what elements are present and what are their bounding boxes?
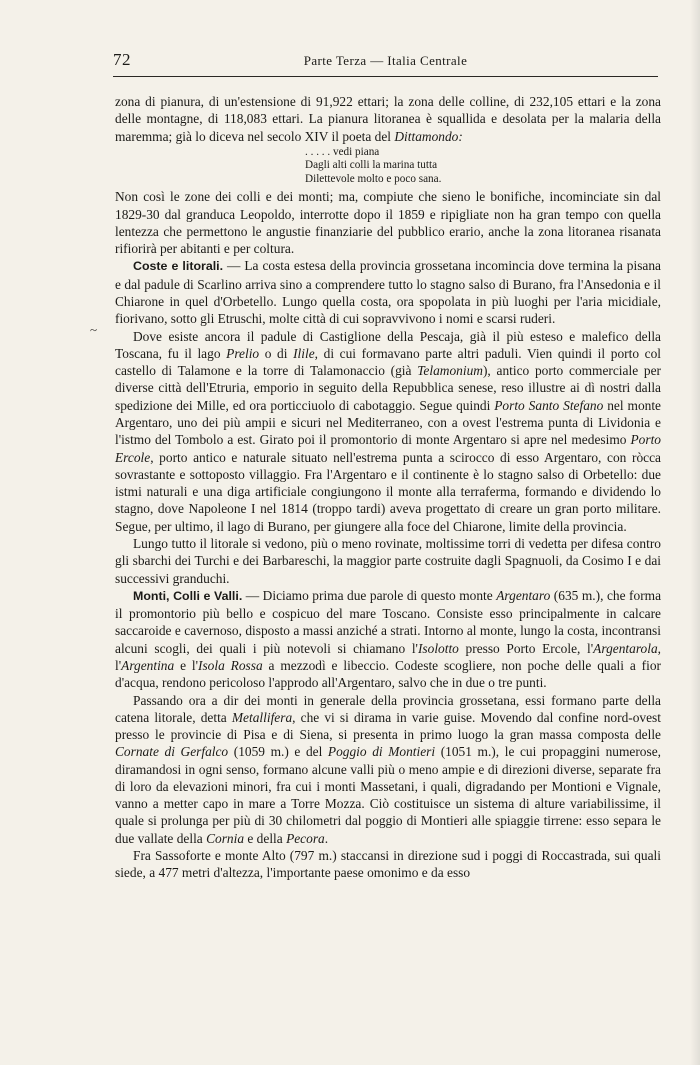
paragraph-8: Fra Sassoforte e monte Alto (797 m.) staccansi in direzione sud i poggi di Roccastrada, sui quali siede, a 477 metri d'altezza, l'importante paese omonimo e da esso (115, 848, 661, 881)
paragraph-1: zona di pianura, di un'estensione di 91,922 ettari; la zona delle colline, di 232,105 ettari e la zona delle montagne, di 118,083 ettari. La pianura litoranea è squallida e desolata per la malaria della maremma; già lo diceva nel secolo XIV il poeta del Dittamondo: (115, 94, 661, 144)
verse-line: . . . . . vedi piana (305, 145, 380, 158)
running-title: Parte Terza — Italia Centrale (303, 53, 468, 68)
paragraph-2: Non così le zone dei colli e dei monti; ma, compiute che sieno le bonifiche, incominciate sin dal 1829-30 dal granduca Leopoldo, interrotte dopo il 1859 e ripigliate non ha gran tempo con quella lentezza che permettono le angustie finanziarie del pubblico erario, anche la zona litoranea risanata rifiorirà per abitanti e per coltura. (115, 189, 661, 257)
paragraph-coste: Coste e litorali. — La costa estesa della provincia grossetana incomincia dove termina la pisana e dal padule di Scarlino arriva sino a comprendere tutto lo stagno salso di Burano, fra l'Ansedonia e il Chiarone in quel d'Orbetello. Lungo quella costa, ora spopolata in più luoghi per l'aria micidiale, fiorivano, sotto gli Etruschi, molte città di cui sopravvivono i nomi e scarsi ruderi. (115, 258, 662, 327)
verse-line: Dagli alti colli la marina tutta (305, 159, 438, 172)
page-number: 72 (113, 50, 131, 69)
page-edge-shadow (690, 0, 700, 1065)
page-header (113, 50, 658, 74)
italic-title: Dittamondo: (394, 128, 463, 144)
section-heading: Monti, Colli e Valli. (133, 588, 243, 603)
margin-mark: ~ (90, 322, 98, 337)
paragraph-4: Dove esiste ancora il padule di Castiglione della Pescaja, già il più esteso e malefico della Toscana, fu il lago Prelio o di Ilile, di cui formavano parte altri paduli. Vien quindi il porto col castello di Talamone e la torre di Talamonaccio (già Telamonium), antico porto commerciale per diverse città dell'Etruria, emporio in seguito della Repubblica senese, reso illustre ai dì nostri dalla spedizione dei Mille, ed ora porticciuolo di cabotaggio. Segue quindi Porto Santo Stefano nel monte Argentaro, uno dei più ampii e sicuri nel Mediterraneo, con a ovest l'estrema punta di Lividonia e l'istmo del Tombolo a est. Girato poi il promontorio di monte Argentaro si apre nel medesimo Porto Ercole, porto antico e naturale situato nell'estrema punta a scirocco di esso Argentaro, con ròcca sovrastante e sottoposto villaggio. Fra l'Argentaro e il continente è lo stagno salso di Orbetello: due istmi naturali e una diga artificiale congiungono il monte alla terraferma, formando e dividendo lo stagno, dove Napoleone I nel 1814 (troppo tardi) aveva progettato di creare un gran porto militare. Segue, per ultimo, il lago di Burano, per giungere alla foce del Chiarone, limite della provincia. (115, 328, 661, 534)
paragraph-7: Passando ora a dir dei monti in generale della provincia grossetana, essi formano parte della catena litorale, detta Metallifera, che vi si dirama in varie guise. Movendo dal confine nord-ovest presso le provincie di Pisa e di Siena, si presenta in primo luogo la gran massa composta delle Cornate di Gerfalco (1059 m.) e del Poggio di Montieri (1051 m.), le cui propaggini numerose, diramandosi in ogni senso, formano alcune valli più o meno ampie e di direzioni diverse, separate fra di loro da elevazioni minori, fra cui i monti Massetani, i quali, digradando per Montioni e Vignale, vanno a metter capo in mare a Torre Mozza. Ciò costituisce un sistema di alture variabilissime, il quale si prolunga per più di 30 chilometri dal poggio di Montieri alle spiaggie tirrene: esso separa le due vallate della Cornia e della Pecora. (115, 692, 661, 846)
section-heading: Coste e litorali. (133, 259, 224, 274)
paragraph-monti: Monti, Colli e Valli. — Diciamo prima due parole di questo monte Argentaro (635 m.), che forma il promontorio più bello e cospicuo del mare Toscano. Consiste esso principalmente in calcare saccaroide e cavernoso, disposto a massi anziché a strati. Intorno al monte, lungo la costa, incontransi alcuni scogli, dei quali i più notevoli si chiamano l'Isolotto presso Porto Ercole, l'Argentarola, l'Argentina e l'Isola Rossa a mezzodì e libeccio. Codeste scogliere, non poche delle quali a fior d'acqua, rendono pericoloso l'approdo all'Argentaro, salvo che in due o tre punti. (115, 587, 662, 691)
verse-line: Dilettevole molto e poco sana. (305, 172, 442, 185)
header-rule (113, 76, 658, 77)
paragraph-5: Lungo tutto il litorale si vedono, più o meno rovinate, moltissime torri di vedetta per difesa contro gli sbarchi dei Turchi e dei Barbareschi, la maggior parte costruite dagli Spagnuoli, da Cosimo I e dai successivi granduchi. (115, 535, 661, 586)
verse-quote (305, 146, 535, 187)
body-text (115, 93, 661, 882)
